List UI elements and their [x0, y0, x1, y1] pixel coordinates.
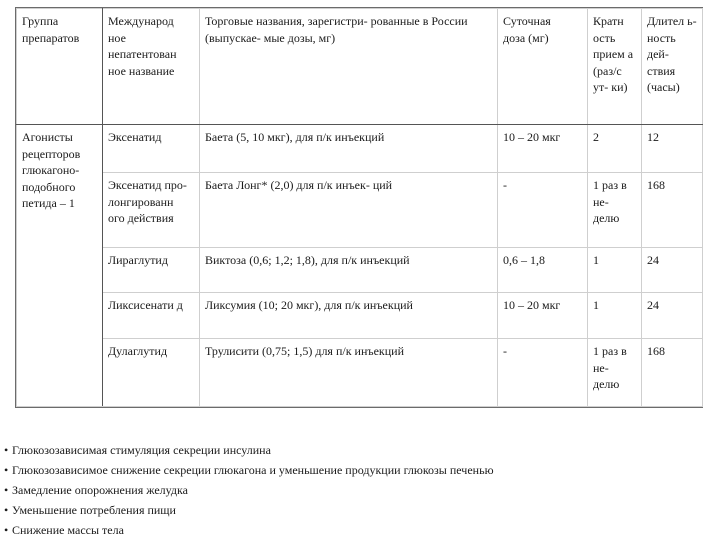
bullet-mark: • — [4, 503, 9, 517]
cell-daily-dose: 0,6 – 1,8 — [498, 248, 588, 293]
cell-daily-dose: - — [498, 173, 588, 248]
header-trade-names — [200, 9, 498, 125]
cell-trade-name: Баета (5, 10 мкг), для п/к инъекций — [200, 125, 498, 173]
bullet-mark: • — [4, 463, 9, 477]
cell-inn — [103, 173, 200, 248]
drug-table-container — [15, 7, 703, 408]
drug-table — [16, 8, 703, 407]
cell-frequency — [588, 173, 642, 248]
list-item — [4, 500, 716, 520]
list-item-text: Уменьшение потребления пищи — [12, 503, 176, 517]
effects-list — [4, 440, 716, 540]
table-row — [17, 173, 703, 248]
header-inn-text: Международ ное непатентован ное название — [108, 14, 177, 78]
cell-frequency — [588, 339, 642, 407]
table-header-row — [17, 9, 703, 125]
table-row — [17, 125, 703, 173]
header-frequency-text: Кратн ость прием а (раз/с ут- ки) — [593, 14, 634, 94]
cell-inn: Лираглутид — [103, 248, 200, 293]
group-cell-text: Агонисты рецепторов глюкагоно- подобного петида – 1 — [22, 130, 81, 210]
list-item — [4, 460, 716, 480]
bullet-mark: • — [4, 483, 9, 497]
cell-duration: 24 — [642, 293, 703, 339]
list-item-text: Замедление опорожнения желудка — [12, 483, 188, 497]
header-duration-text: Длител ь- ность дей- ствия (часы) — [647, 14, 697, 94]
cell-trade-name: Баета Лонг* (2,0) для п/к инъек- ций — [200, 173, 498, 248]
cell-frequency-text: 1 раз в не- делю — [593, 344, 627, 391]
cell-trade-name: Виктоза (0,6; 1,2; 1,8), для п/к инъекций — [200, 248, 498, 293]
group-cell — [17, 125, 103, 407]
list-item — [4, 440, 716, 460]
cell-duration: 12 — [642, 125, 703, 173]
bullet-mark: • — [4, 523, 9, 537]
header-inn — [103, 9, 200, 125]
header-group-text: Группа препаратов — [22, 14, 80, 45]
list-item-text: Снижение массы тела — [12, 523, 124, 537]
header-daily-dose — [498, 9, 588, 125]
cell-frequency: 1 — [588, 248, 642, 293]
list-item-text: Глюкозозависимая стимуляция секреции инсулина — [12, 443, 271, 457]
cell-inn-text: Эксенатид про- лонгированн ого действия — [108, 178, 187, 225]
cell-duration: 168 — [642, 339, 703, 407]
cell-inn: Эксенатид — [103, 125, 200, 173]
header-trade-names-text: Торговые названия, зарегистри- рованные в России (выпускае- мые дозы, мг) — [205, 14, 468, 45]
cell-frequency: 1 — [588, 293, 642, 339]
list-item — [4, 480, 716, 500]
cell-daily-dose: 10 – 20 мкг — [498, 293, 588, 339]
cell-trade-name: Ликсумия (10; 20 мкг), для п/к инъекций — [200, 293, 498, 339]
cell-frequency: 2 — [588, 125, 642, 173]
cell-daily-dose: - — [498, 339, 588, 407]
cell-trade-name: Трулисити (0,75; 1,5) для п/к инъекций — [200, 339, 498, 407]
header-frequency — [588, 9, 642, 125]
table-row — [17, 293, 703, 339]
cell-duration: 24 — [642, 248, 703, 293]
table-row — [17, 248, 703, 293]
header-duration — [642, 9, 703, 125]
cell-inn: Дулаглутид — [103, 339, 200, 407]
cell-frequency-text: 1 раз в не- делю — [593, 178, 627, 225]
cell-duration: 168 — [642, 173, 703, 248]
cell-inn-text: Ликсисенати д — [108, 298, 183, 312]
list-item — [4, 520, 716, 540]
header-daily-dose-text: Суточная доза (мг) — [503, 14, 551, 45]
bullet-mark: • — [4, 443, 9, 457]
header-group — [17, 9, 103, 125]
cell-inn — [103, 293, 200, 339]
table-row — [17, 339, 703, 407]
list-item-text: Глюкозозависимое снижение секреции глюкагона и уменьшение продукции глюкозы печенью — [12, 463, 494, 477]
cell-daily-dose: 10 – 20 мкг — [498, 125, 588, 173]
